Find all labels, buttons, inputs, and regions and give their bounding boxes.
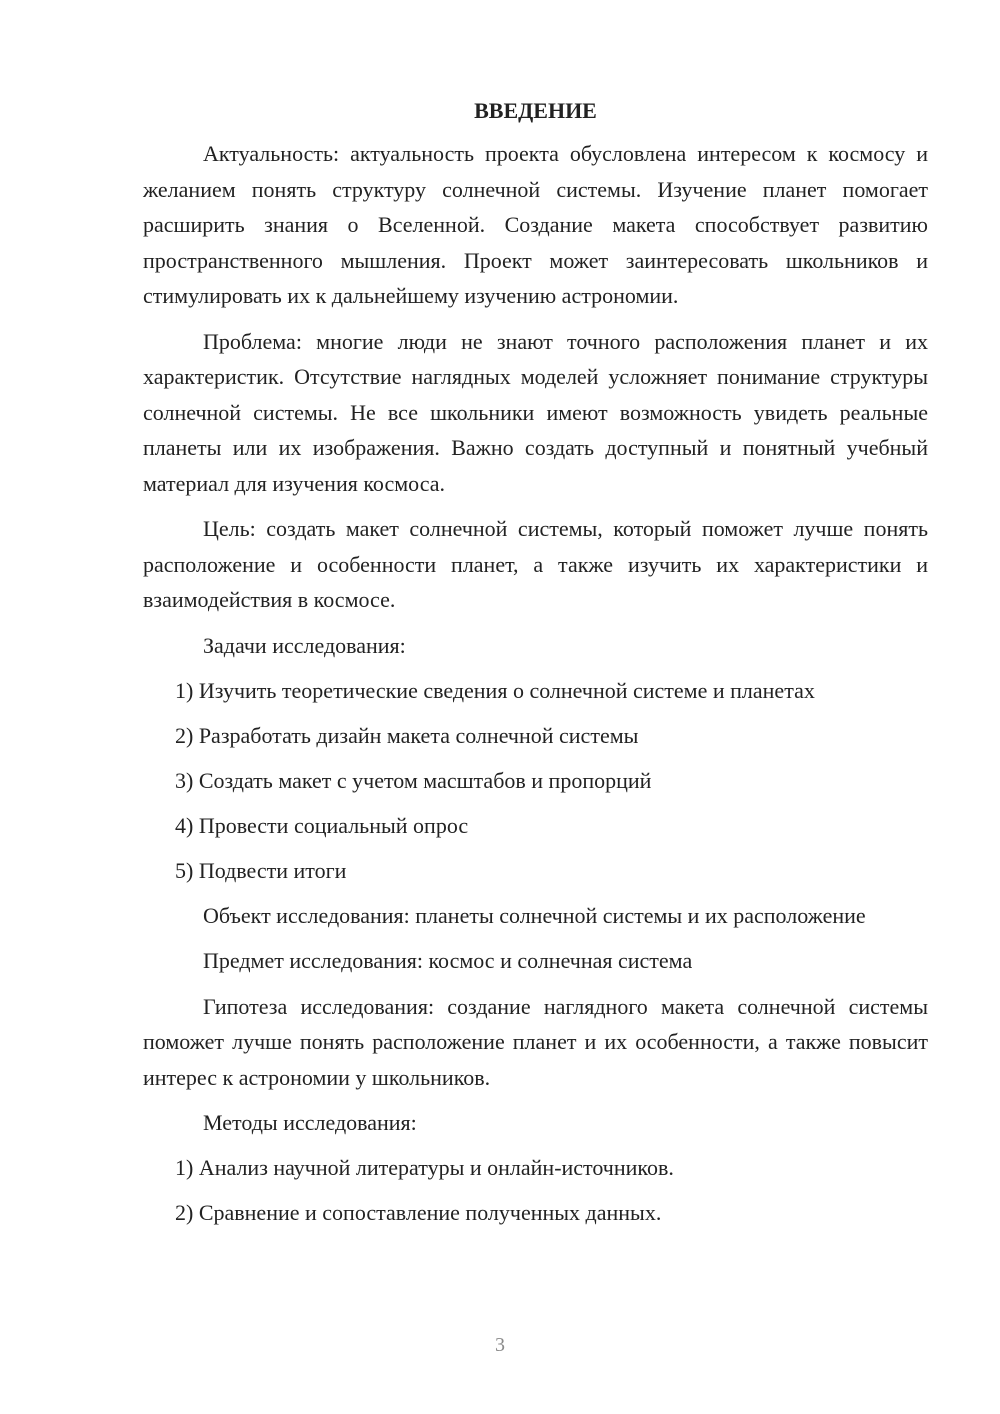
method-item: 1) Анализ научной литературы и онлайн-источников. bbox=[175, 1155, 674, 1180]
problem-paragraph: Проблема: многие люди не знают точного расположения планет и их характеристик. Отсутствие наглядных моделей усложняет понимание структуры солнечной системы. Не все школьники имеют возможность увидеть реальные планеты или их изображения. Важно создать доступный и понятный учебный материал для изучения космоса. bbox=[143, 328, 928, 496]
goal-paragraph: Цель: создать макет солнечной системы, который поможет лучше понять расположение и особенности планет, а также изучить их характеристики и взаимодействия в космосе. bbox=[143, 516, 928, 612]
page-title: ВВЕДЕНИЕ bbox=[474, 98, 597, 123]
task-item: 4) Провести социальный опрос bbox=[175, 812, 469, 838]
page-content bbox=[143, 96, 928, 1240]
subject-paragraph: Предмет исследования: космос и солнечная система bbox=[203, 948, 693, 973]
relevance-paragraph: Актуальность: актуальность проекта обусловлена интересом к космосу и желанием понять структуру солнечной системы. Изучение планет помогает расширить знания о Вселенной. Создание макета способствует развитию пространственного мышления. Проект может заинтересовать школьников и стимулировать их к дальнейшему изучению астрономии. bbox=[143, 141, 928, 308]
page-number: 3 bbox=[495, 1334, 505, 1356]
hypothesis-paragraph: Гипотеза исследования: создание наглядного макета солнечной системы поможет лучше понять расположение планет и их особенности, а также повысит интерес к астрономии у школьников. bbox=[143, 993, 928, 1090]
task-item: 1) Изучить теоретические сведения о солнечной системе и планетах bbox=[175, 677, 815, 703]
task-item: 3) Создать макет с учетом масштабов и пропорций bbox=[175, 767, 652, 793]
object-paragraph: Объект исследования: планеты солнечной системы и их расположение bbox=[203, 902, 866, 928]
task-item: 5) Подвести итоги bbox=[175, 857, 347, 883]
method-item: 2) Сравнение и сопоставление полученных данных. bbox=[175, 1200, 662, 1225]
task-item: 2) Разработать дизайн макета солнечной системы bbox=[175, 722, 639, 748]
methods-label: Методы исследования: bbox=[203, 1110, 417, 1135]
tasks-label: Задачи исследования: bbox=[203, 632, 406, 658]
